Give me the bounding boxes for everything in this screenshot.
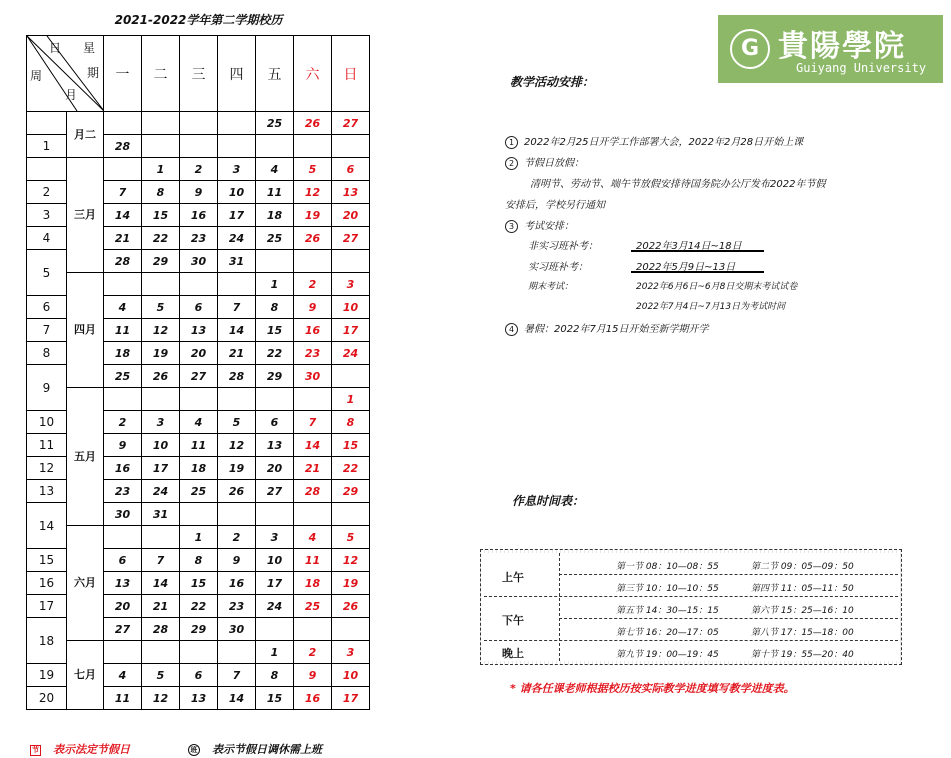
day-cell [142, 388, 180, 411]
day-cell: 29 [142, 250, 180, 273]
day-cell: 22 [256, 342, 294, 365]
day-cell: 17 [142, 457, 180, 480]
day-cell: 28 [104, 250, 142, 273]
university-logo [718, 15, 943, 83]
weekend-day-cell: 9 [294, 296, 332, 319]
week-number: 15 [27, 549, 67, 572]
weekend-day-cell: 9 [294, 664, 332, 687]
week-number: 20 [27, 687, 67, 710]
day-cell: 8 [180, 549, 218, 572]
day-cell: 4 [256, 158, 294, 181]
day-cell [180, 641, 218, 664]
day-cell: 12 [218, 434, 256, 457]
weekend-day-cell: 17 [332, 687, 370, 710]
day-cell: 15 [256, 319, 294, 342]
day-cell [218, 641, 256, 664]
day-cell [256, 388, 294, 411]
day-cell: 28 [104, 135, 142, 158]
day-cell: 20 [256, 457, 294, 480]
activity-text: 节假日放假： [524, 158, 584, 169]
week-number: 13 [27, 480, 67, 503]
day-cell: 27 [104, 618, 142, 641]
class-time: 第七节 16：20—17：05 [616, 628, 719, 638]
day-cell: 14 [218, 687, 256, 710]
day-cell [256, 503, 294, 526]
day-cell [218, 503, 256, 526]
weekend-day-cell: 5 [294, 158, 332, 181]
weekend-day-cell: 20 [332, 204, 370, 227]
day-cell: 4 [104, 664, 142, 687]
weekend-day-cell: 18 [294, 572, 332, 595]
weekend-day-cell: 12 [294, 181, 332, 204]
day-cell: 24 [218, 227, 256, 250]
day-cell: 25 [104, 365, 142, 388]
day-cell: 8 [142, 181, 180, 204]
day-cell: 13 [256, 434, 294, 457]
day-cell: 5 [142, 296, 180, 319]
corner-month: 月 [65, 88, 78, 102]
week-number: 6 [27, 296, 67, 319]
weekend-day-cell: 7 [294, 411, 332, 434]
activity-text: 暑假：2022年7月15日开始至新学期开学 [524, 324, 709, 335]
day-cell: 2 [218, 526, 256, 549]
week-number: 16 [27, 572, 67, 595]
day-cell [180, 273, 218, 296]
day-header: 二 [142, 36, 180, 112]
weekend-day-cell: 14 [294, 434, 332, 457]
weekend-day-cell [332, 503, 370, 526]
weekend-day-cell: 2 [294, 641, 332, 664]
day-cell: 20 [104, 595, 142, 618]
day-cell: 27 [256, 480, 294, 503]
university-name-en: Guiyang University [796, 61, 927, 75]
activities-heading: 教学活动安排： [510, 75, 595, 89]
day-cell: 2 [180, 158, 218, 181]
day-cell: 13 [180, 319, 218, 342]
weekend-day-cell: 1 [332, 388, 370, 411]
day-cell [142, 641, 180, 664]
day-cell: 10 [256, 549, 294, 572]
day-cell: 19 [142, 342, 180, 365]
weekend-day-cell [294, 250, 332, 273]
day-header: 四 [218, 36, 256, 112]
weekend-day-cell: 4 [294, 526, 332, 549]
week-number: 19 [27, 664, 67, 687]
day-cell: 29 [256, 365, 294, 388]
class-time: 第二节 09：05—09：50 [751, 562, 854, 572]
calendar-header-row [27, 36, 370, 112]
week-number: 2 [27, 181, 67, 204]
day-cell [180, 503, 218, 526]
period-afternoon: 下午 [502, 614, 524, 627]
weekend-day-cell: 8 [332, 411, 370, 434]
legend-holiday-text: 表示法定节假日 [53, 743, 130, 756]
day-cell: 24 [256, 595, 294, 618]
day-cell: 14 [104, 204, 142, 227]
weekend-day-cell: 26 [332, 595, 370, 618]
holiday-marker-icon: 节 [32, 745, 39, 754]
day-cell: 7 [218, 296, 256, 319]
divider [559, 574, 898, 575]
day-cell: 21 [104, 227, 142, 250]
calendar-table [26, 35, 370, 710]
day-cell: 26 [218, 480, 256, 503]
day-cell [104, 158, 142, 181]
divider [484, 596, 898, 597]
day-cell: 4 [180, 411, 218, 434]
activity-text: 2022年2月25日开学工作部署大会，2022年2月28日开始上课 [524, 137, 804, 148]
day-cell: 31 [142, 503, 180, 526]
month-label: 六月 [67, 526, 104, 641]
weekend-day-cell [332, 618, 370, 641]
day-cell: 9 [218, 549, 256, 572]
week-cell [27, 158, 67, 181]
activity-item [505, 154, 584, 170]
number-badge: 2 [505, 157, 518, 170]
class-time: 第九节 19：00—19：45 [616, 650, 719, 660]
weekend-day-cell: 26 [294, 227, 332, 250]
day-cell [104, 112, 142, 135]
activity-text: 安排后，学校另行通知 [505, 200, 605, 211]
month-label: 七月 [67, 641, 104, 710]
day-cell: 8 [256, 296, 294, 319]
day-header: 三 [180, 36, 218, 112]
weekend-day-cell [294, 618, 332, 641]
activity-item [505, 133, 803, 149]
week-cell [27, 112, 67, 135]
university-name-cn: 貴陽學院 [778, 29, 906, 64]
day-header: 一 [104, 36, 142, 112]
day-cell: 1 [180, 526, 218, 549]
day-cell: 11 [256, 181, 294, 204]
legend-workday-text: 表示节假日调休需上班 [212, 743, 322, 756]
day-cell [104, 388, 142, 411]
day-cell: 15 [142, 204, 180, 227]
day-cell: 15 [256, 687, 294, 710]
day-cell: 15 [180, 572, 218, 595]
day-cell: 21 [218, 342, 256, 365]
weekend-day-cell: 12 [332, 549, 370, 572]
day-cell: 4 [104, 296, 142, 319]
weekend-day-cell: 2 [294, 273, 332, 296]
weekend-day-cell: 6 [332, 158, 370, 181]
weekend-day-cell: 29 [332, 480, 370, 503]
day-cell: 23 [218, 595, 256, 618]
day-cell: 5 [218, 411, 256, 434]
exam-value: 2022年7月4日~7月13日为考试时间 [636, 302, 786, 312]
day-cell: 18 [104, 342, 142, 365]
day-cell: 23 [180, 227, 218, 250]
weekend-day-cell: 26 [294, 112, 332, 135]
weekend-day-cell: 22 [332, 457, 370, 480]
number-badge: 3 [505, 220, 518, 233]
activity-text: 考试安排： [524, 221, 574, 232]
day-cell: 12 [142, 687, 180, 710]
workday-marker-icon: 班 [188, 744, 200, 756]
day-cell: 19 [218, 457, 256, 480]
day-cell: 17 [256, 572, 294, 595]
day-cell [256, 250, 294, 273]
week-number: 17 [27, 595, 67, 618]
day-cell: 11 [180, 434, 218, 457]
corner-star: 星 [83, 41, 96, 55]
activity-item [505, 217, 574, 233]
divider [484, 640, 898, 641]
weekend-day-cell: 19 [294, 204, 332, 227]
day-cell: 16 [180, 204, 218, 227]
day-cell: 10 [142, 434, 180, 457]
day-cell: 14 [142, 572, 180, 595]
day-cell [142, 526, 180, 549]
day-cell: 7 [142, 549, 180, 572]
day-cell: 1 [142, 158, 180, 181]
class-time: 第四节 11：05—11：50 [751, 584, 854, 594]
day-cell: 1 [256, 641, 294, 664]
class-time: 第十节 19：55—20：40 [751, 650, 854, 660]
weekend-day-cell: 13 [332, 181, 370, 204]
weekend-day-cell: 15 [332, 434, 370, 457]
day-cell: 18 [180, 457, 218, 480]
day-cell: 26 [142, 365, 180, 388]
weekend-day-cell [332, 135, 370, 158]
day-cell: 9 [180, 181, 218, 204]
weekend-day-cell: 5 [332, 526, 370, 549]
weekend-day-cell: 10 [332, 664, 370, 687]
month-label: 月二 [67, 112, 104, 158]
weekend-day-cell: 28 [294, 480, 332, 503]
activity-text: 清明节、劳动节、端午节放假安排待国务院办公厅发布2022年节假 [530, 179, 826, 190]
day-cell: 6 [180, 296, 218, 319]
class-time: 第六节 15：25—16：10 [751, 606, 854, 616]
day-cell: 25 [256, 112, 294, 135]
day-header-sunday: 日 [332, 36, 370, 112]
day-cell: 6 [104, 549, 142, 572]
day-cell: 18 [256, 204, 294, 227]
day-header: 五 [256, 36, 294, 112]
day-cell: 24 [142, 480, 180, 503]
week-number: 8 [27, 342, 67, 365]
period-morning: 上午 [502, 571, 524, 584]
day-cell: 17 [218, 204, 256, 227]
day-cell: 25 [180, 480, 218, 503]
month-label: 三月 [67, 158, 104, 273]
underline [631, 271, 764, 273]
exam-label: 实习班补考： [528, 262, 588, 273]
day-cell: 27 [180, 365, 218, 388]
day-cell [218, 112, 256, 135]
divider [559, 618, 898, 619]
weekend-day-cell [332, 250, 370, 273]
weekend-day-cell: 3 [332, 273, 370, 296]
exam-value: 2022年6月6日~6月8日交期末考试试卷 [636, 282, 798, 292]
day-cell [180, 112, 218, 135]
schedule-table [480, 549, 902, 665]
weekend-day-cell: 16 [294, 687, 332, 710]
day-cell: 11 [104, 687, 142, 710]
exam-label: 期末考试： [528, 282, 574, 292]
weekend-day-cell: 19 [332, 572, 370, 595]
day-cell: 22 [180, 595, 218, 618]
schedule-heading: 作息时间表： [512, 494, 585, 508]
week-number: 3 [27, 204, 67, 227]
day-cell: 31 [218, 250, 256, 273]
day-cell: 16 [218, 572, 256, 595]
day-cell: 8 [256, 664, 294, 687]
month-label: 四月 [67, 273, 104, 388]
week-number: 5 [27, 250, 67, 296]
day-cell: 10 [218, 181, 256, 204]
weekend-day-cell: 27 [332, 227, 370, 250]
class-time: 第八节 17：15—18：00 [751, 628, 854, 638]
day-cell: 30 [104, 503, 142, 526]
exam-label: 非实习班补考： [528, 241, 598, 252]
weekend-day-cell: 23 [294, 342, 332, 365]
day-cell: 23 [104, 480, 142, 503]
day-cell [180, 135, 218, 158]
day-cell [256, 618, 294, 641]
class-time: 第一节 08：10—08：55 [616, 562, 719, 572]
day-cell: 13 [104, 572, 142, 595]
week-number: 14 [27, 503, 67, 549]
day-cell: 7 [218, 664, 256, 687]
day-cell: 6 [256, 411, 294, 434]
day-cell: 5 [142, 664, 180, 687]
day-cell: 3 [256, 526, 294, 549]
weekend-day-cell: 30 [294, 365, 332, 388]
day-cell: 25 [256, 227, 294, 250]
day-cell: 6 [180, 664, 218, 687]
exam-value: 2022年3月14日~18日 [636, 241, 742, 252]
activity-item [505, 320, 709, 336]
university-emblem: G [730, 29, 770, 69]
day-header-saturday: 六 [294, 36, 332, 112]
day-cell [142, 112, 180, 135]
day-cell: 12 [142, 319, 180, 342]
week-number: 18 [27, 618, 67, 664]
day-cell: 22 [142, 227, 180, 250]
day-cell: 16 [104, 457, 142, 480]
day-cell [104, 273, 142, 296]
day-cell [104, 526, 142, 549]
schedule-body [484, 553, 898, 661]
corner-week: 周 [30, 69, 43, 83]
calendar-title: 2021-2022学年第二学期校历 [114, 13, 283, 27]
week-number: 4 [27, 227, 67, 250]
corner-period: 期 [87, 66, 100, 80]
weekend-day-cell: 16 [294, 319, 332, 342]
day-cell: 21 [142, 595, 180, 618]
day-cell [218, 273, 256, 296]
day-cell: 11 [104, 319, 142, 342]
day-cell: 28 [218, 365, 256, 388]
week-number: 12 [27, 457, 67, 480]
day-cell: 9 [104, 434, 142, 457]
weekend-day-cell: 3 [332, 641, 370, 664]
week-number: 11 [27, 434, 67, 457]
day-cell: 7 [104, 181, 142, 204]
weekend-day-cell [294, 388, 332, 411]
underline [631, 250, 764, 252]
week-number: 9 [27, 365, 67, 411]
day-cell: 20 [180, 342, 218, 365]
day-cell: 3 [218, 158, 256, 181]
weekend-day-cell: 21 [294, 457, 332, 480]
header-corner [27, 36, 104, 112]
teacher-note: * 请各任课老师根据校历按实际教学进度填写教学进度表。 [510, 682, 795, 695]
day-cell: 13 [180, 687, 218, 710]
day-cell [104, 641, 142, 664]
week-number: 7 [27, 319, 67, 342]
day-cell: 28 [142, 618, 180, 641]
day-cell: 29 [180, 618, 218, 641]
day-cell: 1 [256, 273, 294, 296]
legend-workday [188, 741, 322, 757]
corner-day: 日 [49, 41, 62, 55]
day-cell: 14 [218, 319, 256, 342]
number-badge: 1 [505, 136, 518, 149]
month-label: 五月 [67, 388, 104, 526]
class-time: 第三节 10：10—10：55 [616, 584, 719, 594]
number-badge: 4 [505, 323, 518, 336]
divider [559, 553, 560, 661]
weekend-day-cell: 25 [294, 595, 332, 618]
weekend-day-cell: 24 [332, 342, 370, 365]
weekend-day-cell: 10 [332, 296, 370, 319]
day-cell [180, 388, 218, 411]
day-cell [218, 388, 256, 411]
day-cell [218, 135, 256, 158]
weekend-day-cell [332, 365, 370, 388]
week-number: 10 [27, 411, 67, 434]
day-cell [256, 135, 294, 158]
day-cell: 30 [180, 250, 218, 273]
day-cell [142, 135, 180, 158]
day-cell: 2 [104, 411, 142, 434]
day-cell: 30 [218, 618, 256, 641]
day-cell: 3 [142, 411, 180, 434]
legend-holiday [30, 741, 130, 757]
period-evening: 晚上 [502, 647, 524, 660]
day-cell [142, 273, 180, 296]
exam-value: 2022年5月9日~13日 [636, 262, 736, 273]
weekend-day-cell: 27 [332, 112, 370, 135]
weekend-day-cell [294, 503, 332, 526]
weekend-day-cell: 11 [294, 549, 332, 572]
week-number: 1 [27, 135, 67, 158]
weekend-day-cell [294, 135, 332, 158]
weekend-day-cell: 17 [332, 319, 370, 342]
class-time: 第五节 14：30—15：15 [616, 606, 719, 616]
